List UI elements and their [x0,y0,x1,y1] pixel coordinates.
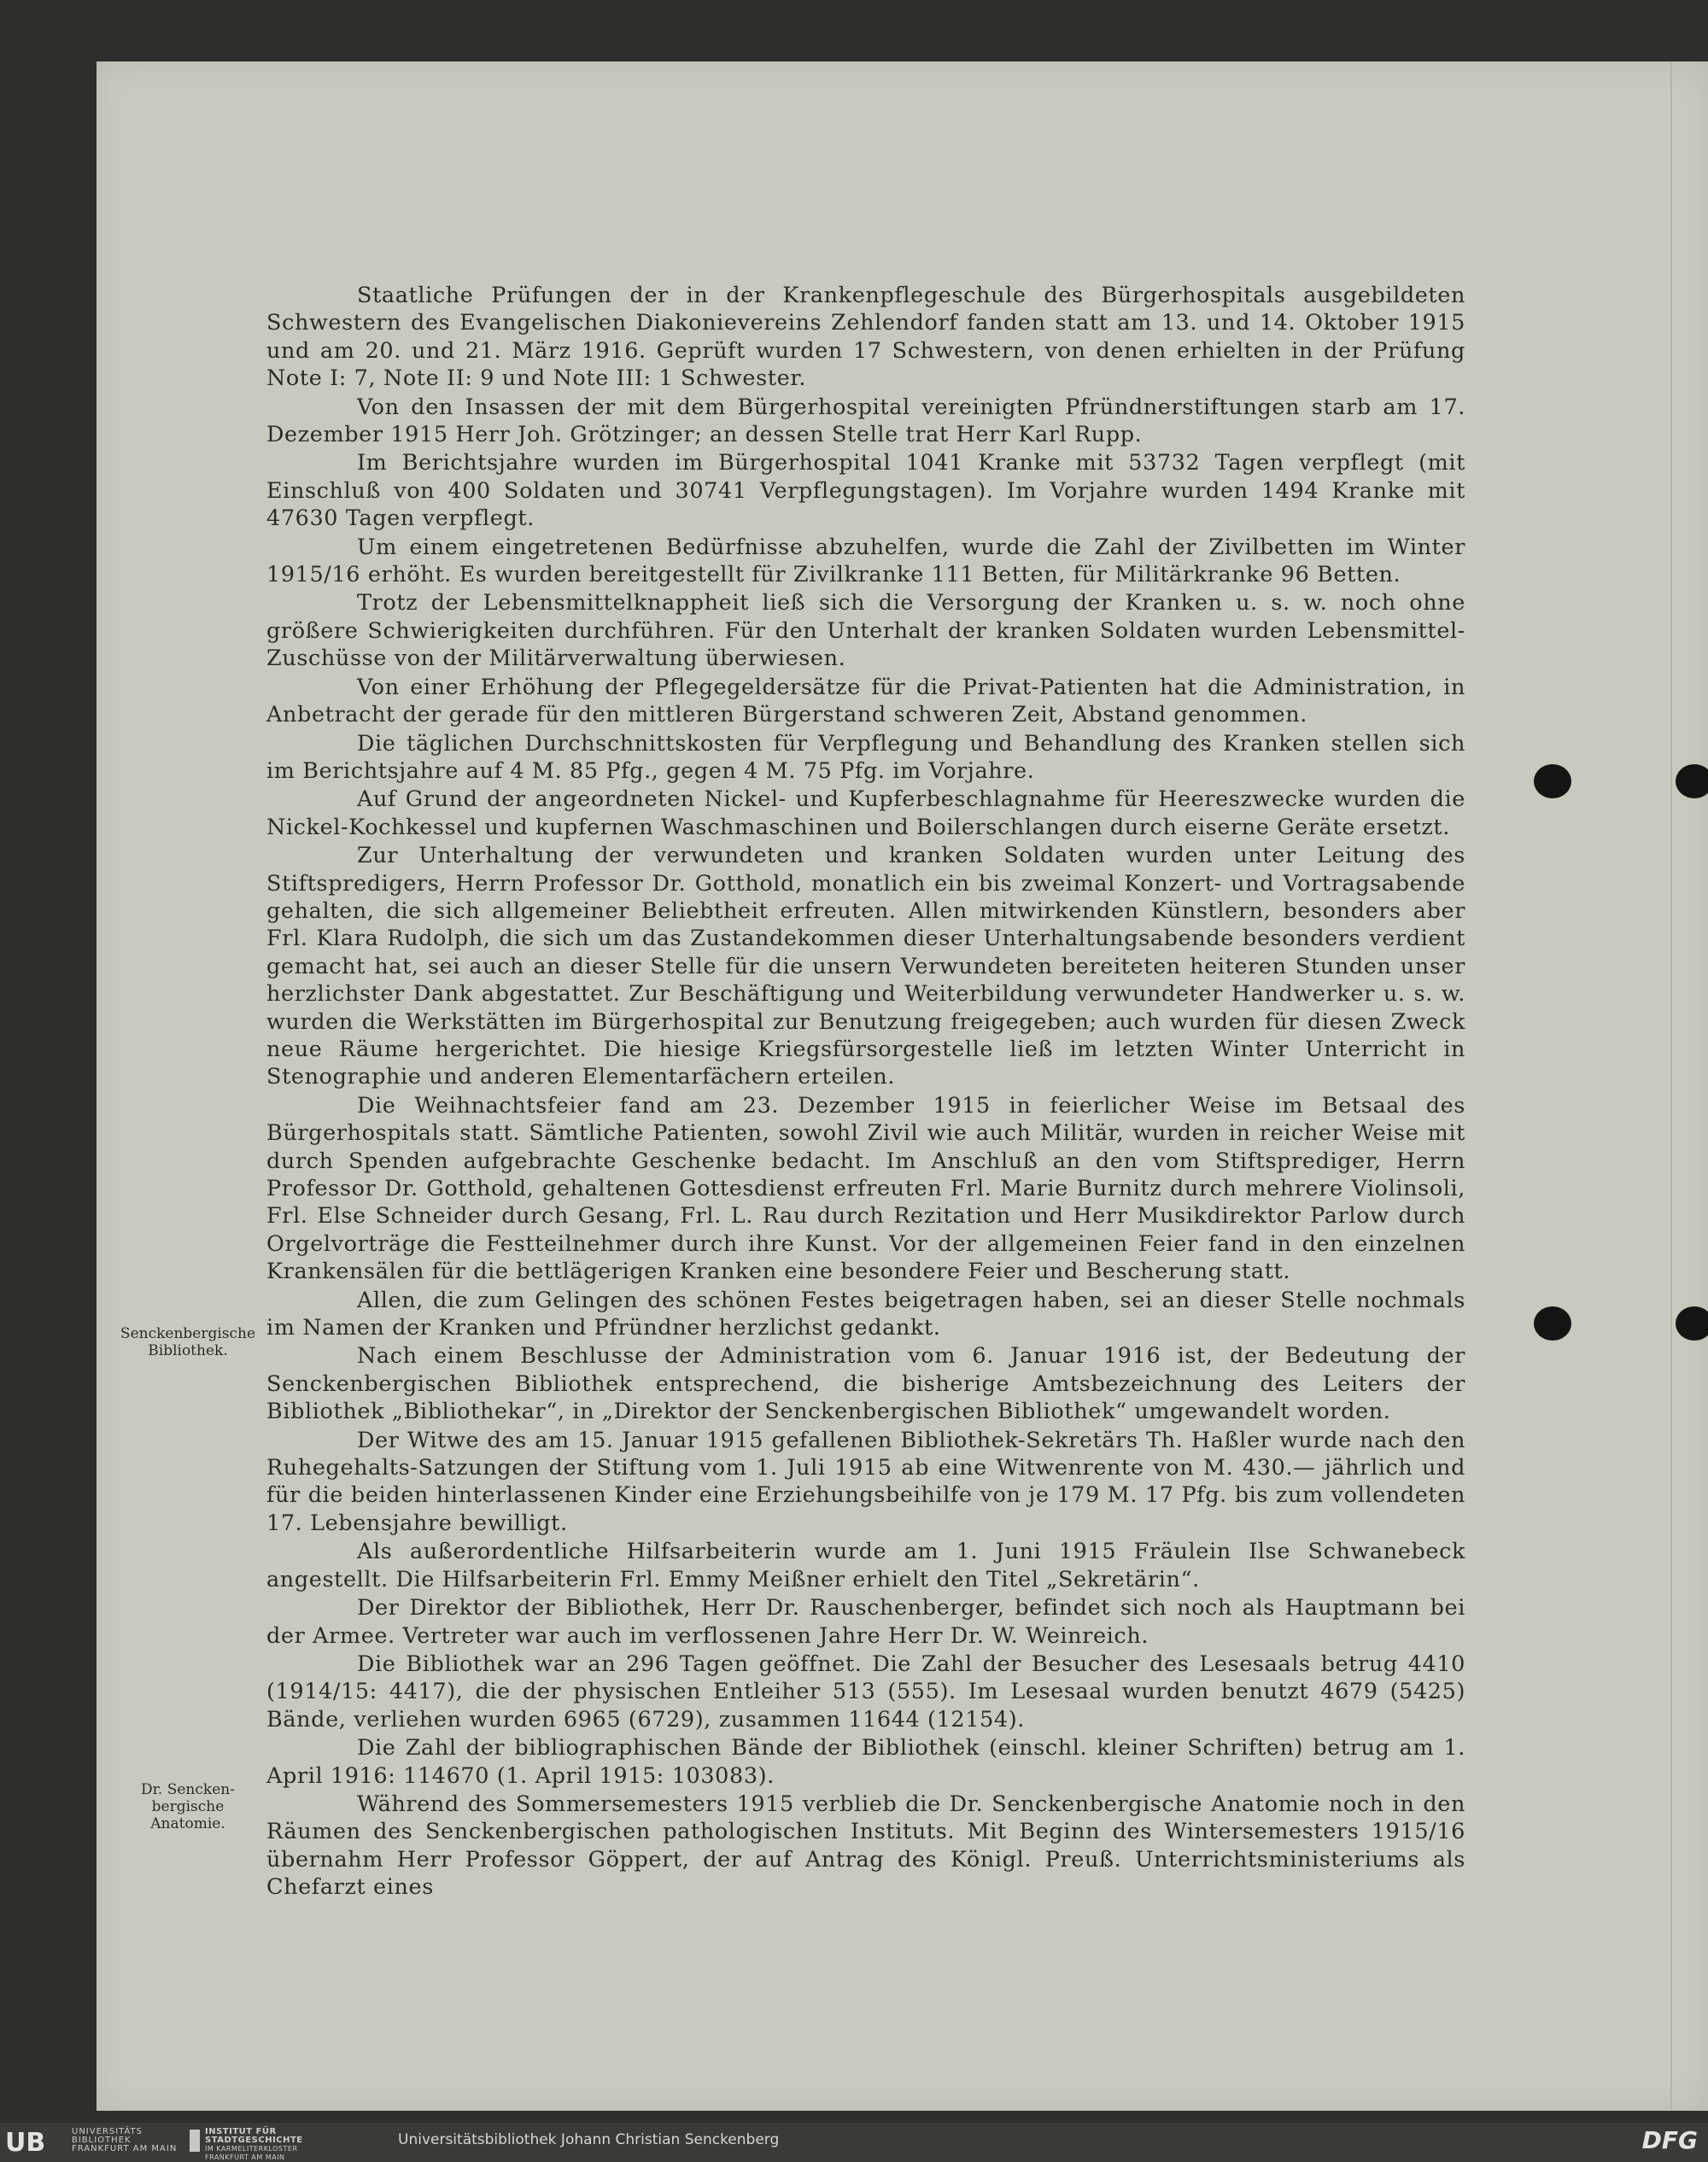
isg-line: IM KARMELITERKLOSTER [205,2145,298,2153]
footer-bar [0,2123,1708,2159]
ub-line: BIBLIOTHEK [72,2136,132,2145]
ub-logo[interactable]: UB [5,2128,46,2158]
paragraph: Die Bibliothek war an 296 Tagen geöffnet. Die Zahl der Besucher des Lesesaals betrug 4410 (1914/15: 4417), die der physischen Entleiher 513 (555). Im Lesesaal wurden benutzt 4679 (5425) Bände, verliehen wurden 6965 (6729), zusammen 11644 (12154). [266,1651,1465,1733]
dfg-logo[interactable]: DFG [1641,2126,1698,2154]
ub-logo-text [72,2128,177,2153]
body-text [266,282,1465,1902]
paragraph: Der Direktor der Bibliothek, Herr Dr. Rauschenberger, befindet sich noch als Hauptmann bei der Armee. Vertreter war auch im verflossenen Jahre Herr Dr. W. Weinreich. [266,1595,1465,1649]
punch-hole [1534,764,1571,798]
punch-hole [1676,764,1708,798]
library-name: Universitätsbibliothek Johann Christian Senckenberg [398,2131,780,2148]
paragraph: Der Witwe des am 15. Januar 1915 gefallenen Bibliothek-Sekretärs Th. Haßler wurde nach den Ruhegehalts-Satzungen der Stiftung vom 1. Juli 1915 ab eine Witwenrente von M. 430.— jährlich und für die beiden hinterlassenen Kinder eine Erziehungsbeihilfe von je 179 M. 17 Pfg. bis zum vollendeten 17. Lebensjahre bewilligt. [266,1427,1465,1536]
margin-note-anatomie: Dr. Sencken-bergische Anatomie. [141,1781,235,1832]
isg-line: INSTITUT FÜR [205,2127,277,2136]
isg-logo-mark [190,2130,200,2152]
margin-note-bibliothek: Senckenbergische Bibliothek. [120,1325,256,1359]
paragraph: Zur Unterhaltung der verwundeten und kranken Soldaten wurden unter Leitung des Stiftspredigers, Herrn Professor Dr. Gotthold, monatlich ein bis zweimal Konzert- und Vortragsabende gehalten, die sich allgemeiner Beliebtheit erfreuten. Allen mitwirkenden Künstlern, besonders aber Frl. Klara Rudolph, die sich um das Zustandekommen dieser Unterhaltungsabende besonders verdient gemacht hat, sei auch an dieser Stelle für die unsern Verwundeten bereiteten heiteren Stunden unser herzlichster Dank abgestattet. Zur Beschäftigung und Weiterbildung verwundeter Handwerker u. s. w. wurden die Werkstätten im Bürgerhospital zur Benutzung freigegeben; auch wurden für diesen Zweck neue Räume hergerichtet. Die hiesige Kriegsfürsorgestelle ließ im letzten Winter Unterricht in Stenographie und anderen Elementarfächern erteilen. [266,843,1465,1090]
page-fold-line [1670,61,1672,2111]
punch-hole [1676,1306,1708,1341]
paragraph: Von einer Erhöhung der Pflegegeldersätze für die Privat-Patienten hat die Administration, in Anbetracht der gerade für den mittleren Bürgerstand schweren Zeit, Abstand genommen. [266,674,1465,728]
paragraph: Im Berichtsjahre wurden im Bürgerhospital 1041 Kranke mit 53732 Tagen verpflegt (mit Einschluß von 400 Soldaten und 30741 Verpflegungstagen). Im Vorjahre wurden 1494 Kranke mit 47630 Tagen verpflegt. [266,450,1465,532]
paragraph: Nach einem Beschlusse der Administration vom 6. Januar 1916 ist, der Bedeutung der Senckenbergischen Bibliothek entsprechend, die bisherige Amtsbezeichnung des Leiters der Bibliothek „Bibliothekar“, in „Direktor der Senckenbergischen Bibliothek“ umgewandelt worden. [266,1343,1465,1425]
paragraph: Auf Grund der angeordneten Nickel- und Kupferbeschlagnahme für Heereszwecke wurden die Nickel-Kochkessel und kupfernen Waschmaschinen und Boilerschlangen durch eiserne Geräte ersetzt. [266,786,1465,840]
punch-hole [1534,1306,1571,1341]
paragraph: Die Weihnachtsfeier fand am 23. Dezember 1915 in feierlicher Weise im Betsaal des Bürgerhospitals statt. Sämtliche Patienten, sowohl Zivil wie auch Militär, wurden in reicher Weise mit durch Spenden aufgebrachte Geschenke bedacht. Im Anschluß an den vom Stiftsprediger, Herrn Professor Dr. Gotthold, gehaltenen Gottesdienst erfreuten Frl. Marie Burnitz durch mehrere Violinsoli, Frl. Else Schneider durch Gesang, Frl. L. Rau durch Rezitation und Herr Musikdirektor Parlow durch Orgelvorträge die Festteilnehmer durch ihre Kunst. Vor der allgemeinen Feier fand in den einzelnen Krankensälen für die bettlägerigen Kranken eine besondere Feier und Bescherung statt. [266,1092,1465,1285]
paragraph: Während des Sommersemesters 1915 verblieb die Dr. Senckenbergische Anatomie noch in den Räumen des Senckenbergischen pathologischen Instituts. Mit Beginn des Wintersemesters 1915/16 übernahm Herr Professor Göppert, der auf Antrag des Königl. Preuß. Unterrichtsministeriums als Chefarzt eines [266,1791,1465,1901]
paragraph: Um einem eingetretenen Bedürfnisse abzuhelfen, wurde die Zahl der Zivilbetten im Winter 1915/16 erhöht. Es wurden bereitgestellt für Zivilkranke 111 Betten, für Militärkranke 96 Betten. [266,534,1465,588]
ub-line: UNIVERSITÄTS [72,2127,143,2136]
paragraph: Als außerordentliche Hilfsarbeiterin wurde am 1. Juni 1915 Fräulein Ilse Schwanebeck angestellt. Die Hilfsarbeiterin Frl. Emmy Meißner erhielt den Titel „Sekretärin“. [266,1539,1465,1592]
paragraph: Die Zahl der bibliographischen Bände der Bibliothek (einschl. kleiner Schriften) betrug am 1. April 1916: 114670 (1. April 1915: 103083). [266,1735,1465,1789]
paragraph: Allen, die zum Gelingen des schönen Festes beigetragen haben, sei an dieser Stelle nochmals im Namen der Kranken und Pfründner herzlichst gedankt. [266,1287,1465,1341]
paragraph: Die täglichen Durchschnittskosten für Verpflegung und Behandlung des Kranken stellen sich im Berichtsjahre auf 4 M. 85 Pfg., gegen 4 M. 75 Pfg. im Vorjahre. [266,730,1465,784]
paragraph: Staatliche Prüfungen der in der Krankenpflegeschule des Bürgerhospitals ausgebildeten Schwestern des Evangelischen Diakonievereins Zehlendorf fanden statt am 13. und 14. Oktober 1915 und am 20. und 21. März 1916. Geprüft wurden 17 Schwestern, von denen erhielten in der Prüfung Note I: 7, Note II: 9 und Note III: 1 Schwester. [266,283,1465,392]
isg-logo-text[interactable] [205,2128,303,2162]
isg-line: STADTGESCHICHTE [205,2136,303,2145]
paragraph: Trotz der Lebensmittelknappheit ließ sich die Versorgung der Kranken u. s. w. noch ohne größere Schwierigkeiten durchführen. Für den Unterhalt der kranken Soldaten wurden Lebensmittel-Zuschüsse von der Militärverwaltung überwiesen. [266,590,1465,672]
isg-line: FRANKFURT AM MAIN [205,2153,285,2161]
paragraph: Von den Insassen der mit dem Bürgerhospital vereinigten Pfründnerstiftungen starb am 17. Dezember 1915 Herr Joh. Grötzinger; an dessen Stelle trat Herr Karl Rupp. [266,394,1465,448]
ub-line: FRANKFURT AM MAIN [72,2144,178,2153]
